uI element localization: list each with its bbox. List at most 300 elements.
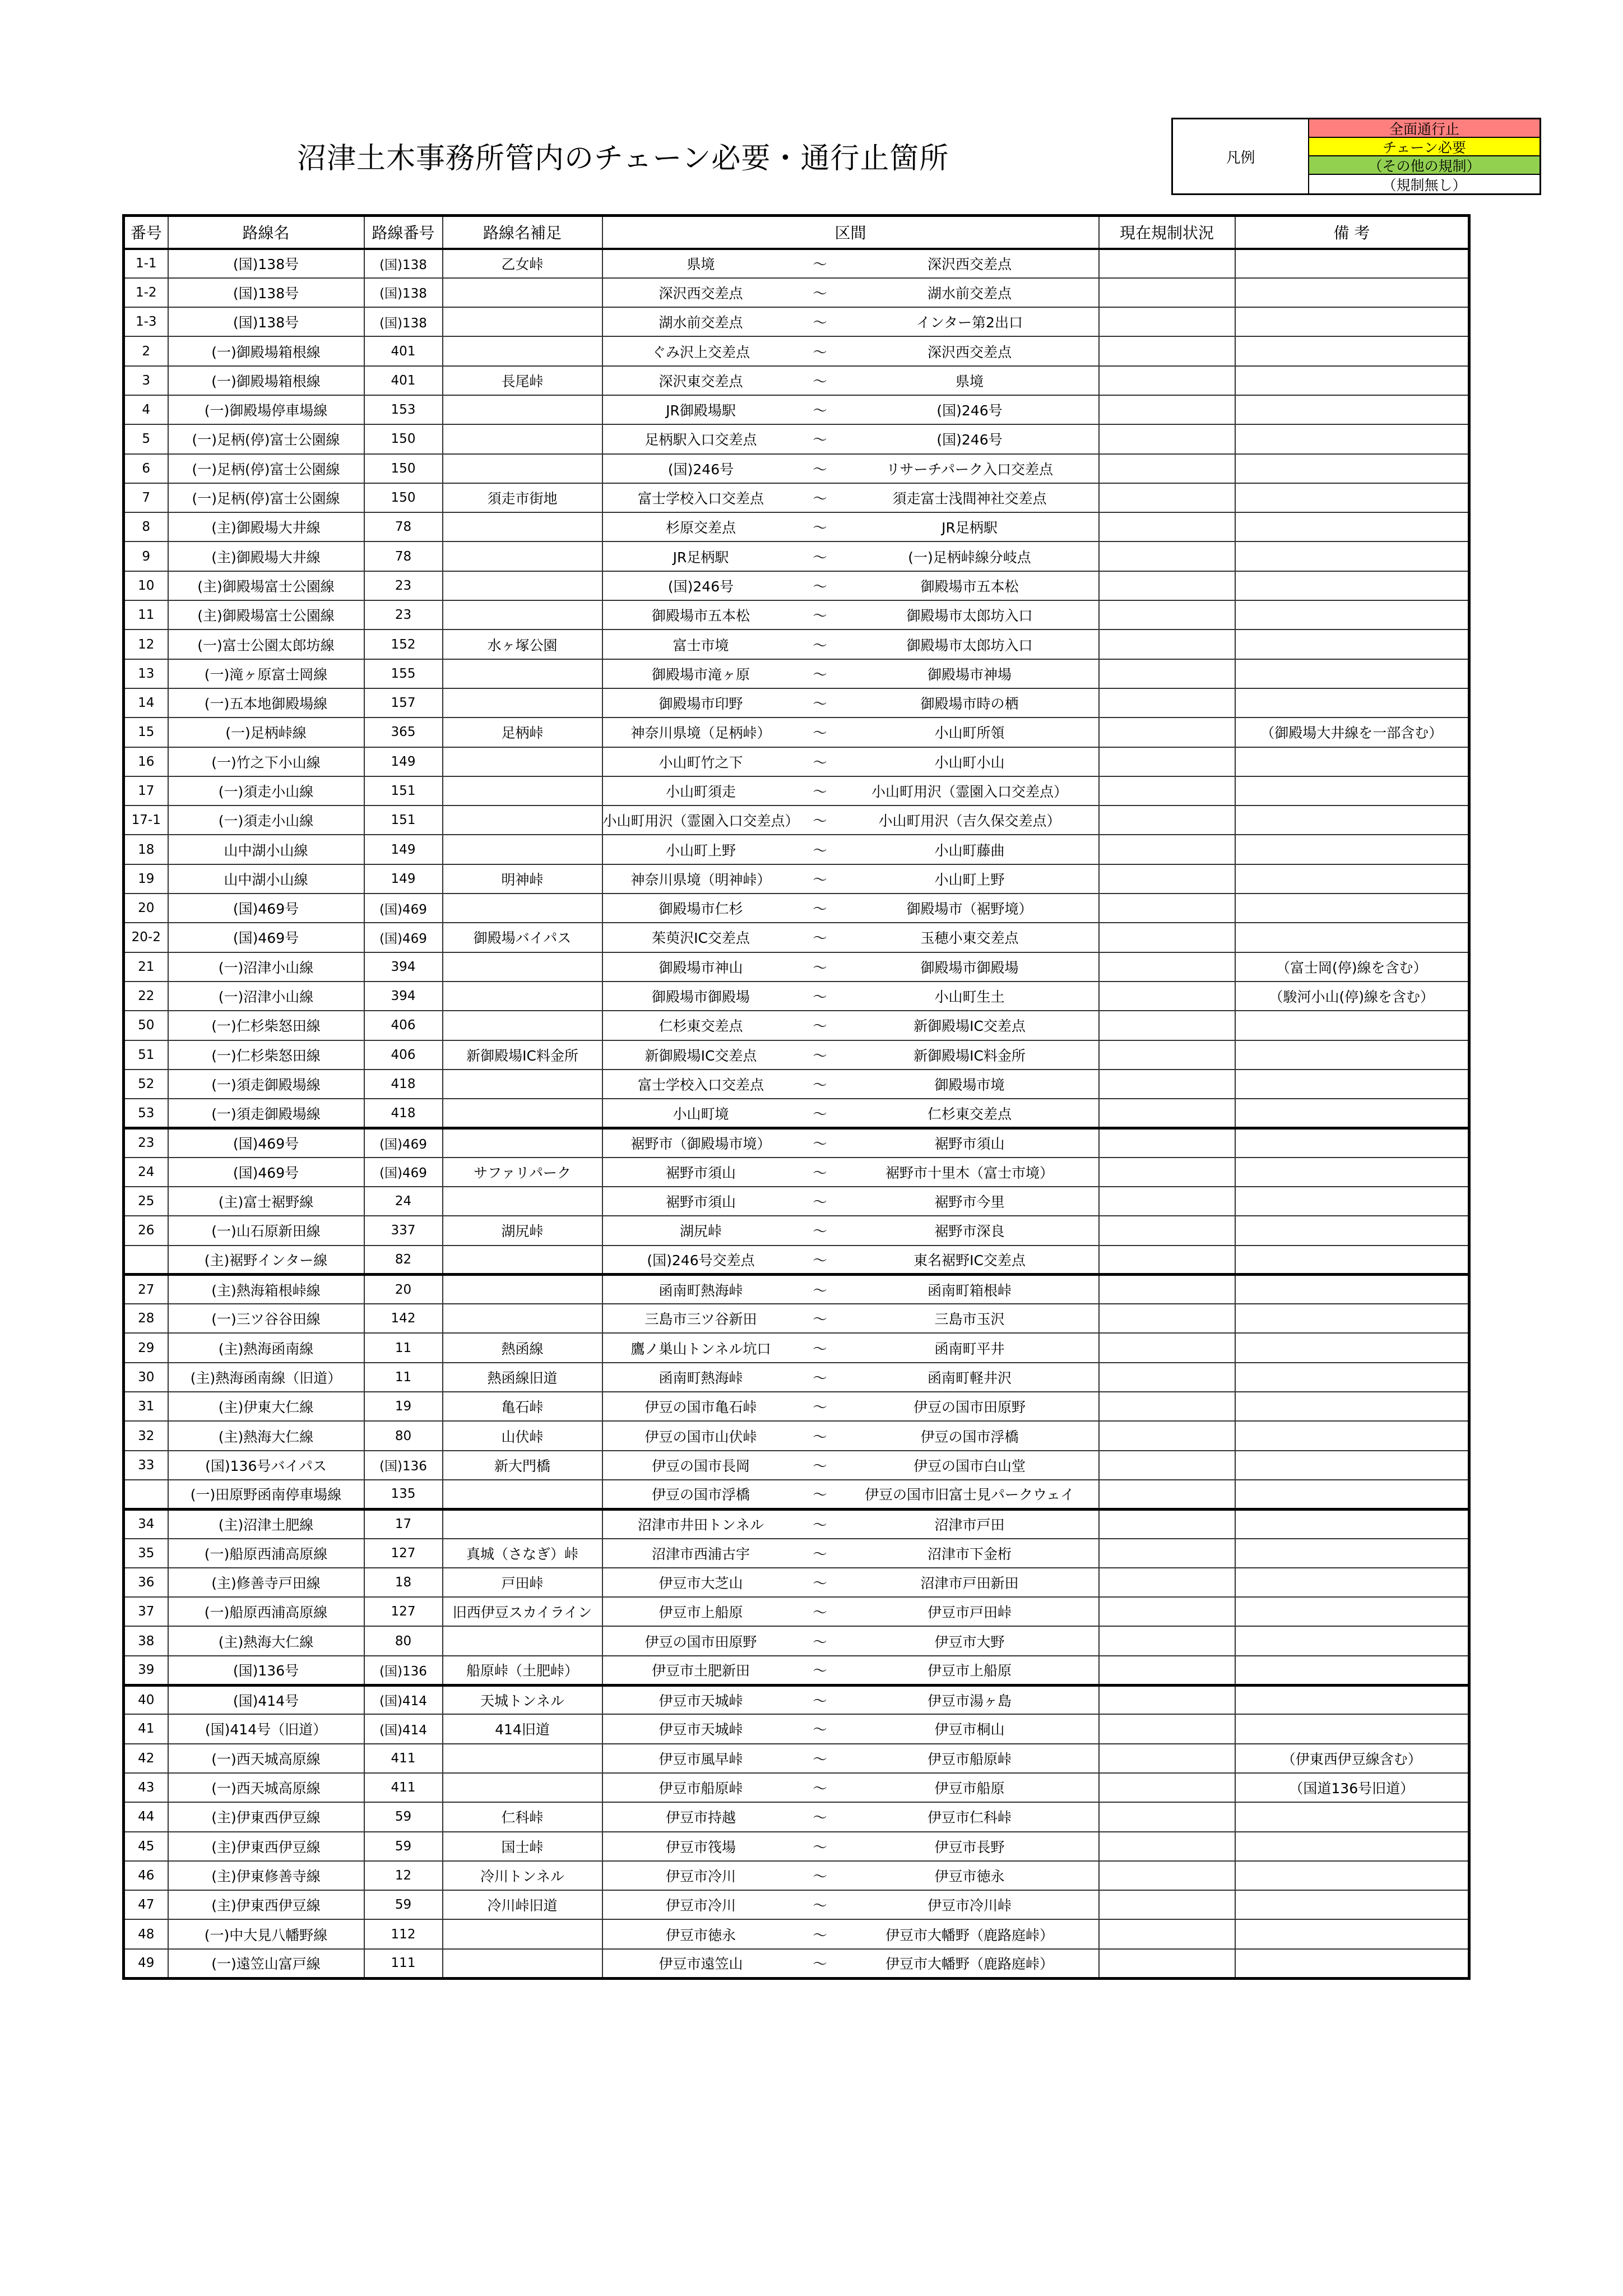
table-row bbox=[124, 1451, 1469, 1480]
row-number: 24 bbox=[124, 1158, 168, 1187]
remarks bbox=[1235, 600, 1469, 629]
section-from: 伊豆市筏場 bbox=[602, 1832, 799, 1861]
section-tilde: ～ bbox=[799, 1451, 841, 1480]
row-number: 35 bbox=[124, 1539, 168, 1568]
road-number: 157 bbox=[364, 688, 443, 718]
road-supplement bbox=[443, 541, 602, 571]
current-status bbox=[1099, 806, 1235, 835]
road-supplement bbox=[443, 395, 602, 424]
row-number: 20 bbox=[124, 894, 168, 923]
road-number: 112 bbox=[364, 1919, 443, 1948]
road-number: 142 bbox=[364, 1304, 443, 1333]
table-row bbox=[124, 1187, 1469, 1216]
table-row bbox=[124, 307, 1469, 336]
row-number: 1-2 bbox=[124, 278, 168, 307]
section-to: 須走富士浅間神社交差点 bbox=[841, 483, 1099, 512]
road-supplement bbox=[443, 894, 602, 923]
remarks bbox=[1235, 307, 1469, 336]
section-to: JR足柄駅 bbox=[841, 512, 1099, 541]
road-supplement: 戸田峠 bbox=[443, 1568, 602, 1597]
remarks bbox=[1235, 1832, 1469, 1861]
row-number: 3 bbox=[124, 366, 168, 395]
section-from: ぐみ沢上交差点 bbox=[602, 336, 799, 365]
road-supplement bbox=[443, 982, 602, 1011]
road-number: (国)469 bbox=[364, 1128, 443, 1157]
remarks bbox=[1235, 659, 1469, 688]
current-status bbox=[1099, 1187, 1235, 1216]
row-number: 29 bbox=[124, 1333, 168, 1362]
remarks bbox=[1235, 1333, 1469, 1362]
row-number: 10 bbox=[124, 571, 168, 600]
road-name: (一)西天城高原線 bbox=[168, 1744, 364, 1773]
current-status bbox=[1099, 249, 1235, 278]
section-to: 仁杉東交差点 bbox=[841, 1099, 1099, 1128]
table-row bbox=[124, 541, 1469, 571]
row-number: 20-2 bbox=[124, 923, 168, 952]
section-to: 御殿場市五本松 bbox=[841, 571, 1099, 600]
table-row bbox=[124, 395, 1469, 424]
road-number: 20 bbox=[364, 1275, 443, 1304]
section-tilde: ～ bbox=[799, 249, 841, 278]
current-status bbox=[1099, 571, 1235, 600]
table-header-row bbox=[124, 216, 1469, 249]
remarks bbox=[1235, 483, 1469, 512]
section-tilde: ～ bbox=[799, 864, 841, 894]
section-to: 小山町用沢（霊園入口交差点） bbox=[841, 776, 1099, 806]
current-status bbox=[1099, 1333, 1235, 1362]
section-tilde: ～ bbox=[799, 1392, 841, 1421]
table-row bbox=[124, 1040, 1469, 1070]
section-from: 裾野市須山 bbox=[602, 1187, 799, 1216]
section-from: 裾野市須山 bbox=[602, 1158, 799, 1187]
legend-no-restriction: （規制無し） bbox=[1309, 175, 1539, 193]
table-row bbox=[124, 1070, 1469, 1099]
section-tilde: ～ bbox=[799, 1861, 841, 1890]
road-number: 411 bbox=[364, 1744, 443, 1773]
remarks bbox=[1235, 1363, 1469, 1392]
table-row bbox=[124, 336, 1469, 365]
row-number: 13 bbox=[124, 659, 168, 688]
road-number: 19 bbox=[364, 1392, 443, 1421]
road-name: (一)滝ヶ原富士岡線 bbox=[168, 659, 364, 688]
section-to: 御殿場市（裾野境） bbox=[841, 894, 1099, 923]
current-status bbox=[1099, 483, 1235, 512]
road-name: (一)遠笠山富戸線 bbox=[168, 1949, 364, 1978]
section-tilde: ～ bbox=[799, 424, 841, 453]
table-row bbox=[124, 1480, 1469, 1509]
road-supplement bbox=[443, 747, 602, 776]
section-tilde: ～ bbox=[799, 1656, 841, 1685]
remarks bbox=[1235, 541, 1469, 571]
road-name: (主)伊東西伊豆線 bbox=[168, 1832, 364, 1861]
legend-chain-required: チェーン必要 bbox=[1309, 138, 1539, 156]
current-status bbox=[1099, 1568, 1235, 1597]
table-row bbox=[124, 688, 1469, 718]
section-from: 沼津市井田トンネル bbox=[602, 1509, 799, 1538]
road-number: 394 bbox=[364, 952, 443, 982]
section-tilde: ～ bbox=[799, 629, 841, 659]
section-from: 小山町上野 bbox=[602, 835, 799, 864]
road-supplement bbox=[443, 1099, 602, 1128]
section-tilde: ～ bbox=[799, 1509, 841, 1538]
remarks bbox=[1235, 1509, 1469, 1538]
road-name: 山中湖小山線 bbox=[168, 864, 364, 894]
road-name: (国)414号（旧道） bbox=[168, 1714, 364, 1743]
section-tilde: ～ bbox=[799, 894, 841, 923]
table-row bbox=[124, 1246, 1469, 1275]
section-tilde: ～ bbox=[799, 1480, 841, 1509]
row-number: 16 bbox=[124, 747, 168, 776]
section-to: 伊豆市船原 bbox=[841, 1773, 1099, 1802]
remarks bbox=[1235, 1539, 1469, 1568]
section-from: JR御殿場駅 bbox=[602, 395, 799, 424]
remarks bbox=[1235, 1275, 1469, 1304]
road-name: (主)熱海函南線 bbox=[168, 1333, 364, 1362]
road-supplement bbox=[443, 454, 602, 483]
section-tilde: ～ bbox=[799, 1128, 841, 1157]
road-number: (国)138 bbox=[364, 278, 443, 307]
road-name: (一)足柄(停)富士公園線 bbox=[168, 424, 364, 453]
section-tilde: ～ bbox=[799, 1714, 841, 1743]
row-number: 22 bbox=[124, 982, 168, 1011]
row-number: 7 bbox=[124, 483, 168, 512]
road-number: 23 bbox=[364, 600, 443, 629]
remarks bbox=[1235, 1304, 1469, 1333]
road-supplement: サファリパーク bbox=[443, 1158, 602, 1187]
section-from: 沼津市西浦古宇 bbox=[602, 1539, 799, 1568]
road-supplement: 仁科峠 bbox=[443, 1802, 602, 1831]
road-name: (国)414号 bbox=[168, 1685, 364, 1714]
current-status bbox=[1099, 1246, 1235, 1275]
table-row bbox=[124, 1304, 1469, 1333]
road-name: (国)469号 bbox=[168, 923, 364, 952]
section-tilde: ～ bbox=[799, 1539, 841, 1568]
section-from: JR足柄駅 bbox=[602, 541, 799, 571]
table-row bbox=[124, 835, 1469, 864]
current-status bbox=[1099, 395, 1235, 424]
road-name: (一)足柄(停)富士公園線 bbox=[168, 454, 364, 483]
row-number: 30 bbox=[124, 1363, 168, 1392]
legend-label: 凡例 bbox=[1173, 119, 1309, 193]
current-status bbox=[1099, 688, 1235, 718]
remarks bbox=[1235, 1246, 1469, 1275]
road-supplement bbox=[443, 336, 602, 365]
section-tilde: ～ bbox=[799, 307, 841, 336]
table-row bbox=[124, 806, 1469, 835]
section-to: 伊豆市大幡野（鹿路庭峠） bbox=[841, 1949, 1099, 1978]
road-name: (一)中大見八幡野線 bbox=[168, 1919, 364, 1948]
road-name: (主)熱海箱根峠線 bbox=[168, 1275, 364, 1304]
road-name: (主)沼津土肥線 bbox=[168, 1509, 364, 1538]
road-name: (一)山石原新田線 bbox=[168, 1216, 364, 1245]
road-number: (国)136 bbox=[364, 1451, 443, 1480]
table-row bbox=[124, 1685, 1469, 1714]
row-number: 14 bbox=[124, 688, 168, 718]
road-number: 127 bbox=[364, 1597, 443, 1626]
section-tilde: ～ bbox=[799, 688, 841, 718]
current-status bbox=[1099, 1509, 1235, 1538]
road-number: 418 bbox=[364, 1099, 443, 1128]
section-from: 足柄駅入口交差点 bbox=[602, 424, 799, 453]
section-from: 御殿場市印野 bbox=[602, 688, 799, 718]
road-number: 150 bbox=[364, 483, 443, 512]
header-section: 区間 bbox=[602, 216, 1099, 249]
road-name: (主)伊東大仁線 bbox=[168, 1392, 364, 1421]
section-to: 沼津市戸田新田 bbox=[841, 1568, 1099, 1597]
remarks bbox=[1235, 1568, 1469, 1597]
table-row bbox=[124, 278, 1469, 307]
section-to: 新御殿場IC交差点 bbox=[841, 1011, 1099, 1040]
section-from: 伊豆市冷川 bbox=[602, 1861, 799, 1890]
section-to: 裾野市今里 bbox=[841, 1187, 1099, 1216]
road-name: (主)伊東西伊豆線 bbox=[168, 1890, 364, 1919]
current-status bbox=[1099, 1802, 1235, 1831]
current-status bbox=[1099, 1275, 1235, 1304]
row-number: 8 bbox=[124, 512, 168, 541]
table-row bbox=[124, 1363, 1469, 1392]
road-number: 151 bbox=[364, 776, 443, 806]
current-status bbox=[1099, 1626, 1235, 1655]
current-status bbox=[1099, 835, 1235, 864]
row-number: 45 bbox=[124, 1832, 168, 1861]
row-number: 18 bbox=[124, 835, 168, 864]
remarks bbox=[1235, 1070, 1469, 1099]
road-supplement: 須走市街地 bbox=[443, 483, 602, 512]
remarks bbox=[1235, 1685, 1469, 1714]
current-status bbox=[1099, 1421, 1235, 1450]
road-number: 59 bbox=[364, 1802, 443, 1831]
section-tilde: ～ bbox=[799, 1070, 841, 1099]
current-status bbox=[1099, 629, 1235, 659]
section-tilde: ～ bbox=[799, 952, 841, 982]
road-number: 418 bbox=[364, 1070, 443, 1099]
road-number: 151 bbox=[364, 806, 443, 835]
section-tilde: ～ bbox=[799, 659, 841, 688]
road-number: 59 bbox=[364, 1890, 443, 1919]
table-row bbox=[124, 366, 1469, 395]
current-status bbox=[1099, 718, 1235, 747]
table-row bbox=[124, 1421, 1469, 1450]
section-to: 伊豆市湯ヶ島 bbox=[841, 1685, 1099, 1714]
road-supplement: 御殿場バイパス bbox=[443, 923, 602, 952]
row-number: 47 bbox=[124, 1890, 168, 1919]
road-number: 17 bbox=[364, 1509, 443, 1538]
road-number: 127 bbox=[364, 1539, 443, 1568]
section-to: 函南町平井 bbox=[841, 1333, 1099, 1362]
section-from: 小山町境 bbox=[602, 1099, 799, 1128]
remarks: （駿河小山(停)線を含む） bbox=[1235, 982, 1469, 1011]
road-supplement bbox=[443, 1011, 602, 1040]
current-status bbox=[1099, 1919, 1235, 1948]
road-number: (国)469 bbox=[364, 894, 443, 923]
section-tilde: ～ bbox=[799, 747, 841, 776]
section-from: 県境 bbox=[602, 249, 799, 278]
remarks bbox=[1235, 1187, 1469, 1216]
row-number bbox=[124, 1246, 168, 1275]
current-status bbox=[1099, 307, 1235, 336]
road-name: (主)伊東西伊豆線 bbox=[168, 1802, 364, 1831]
remarks bbox=[1235, 1949, 1469, 1978]
current-status bbox=[1099, 1011, 1235, 1040]
section-to: (国)246号 bbox=[841, 395, 1099, 424]
road-supplement: 冷川峠旧道 bbox=[443, 1890, 602, 1919]
row-number: 15 bbox=[124, 718, 168, 747]
road-number: 59 bbox=[364, 1832, 443, 1861]
road-supplement: 国士峠 bbox=[443, 1832, 602, 1861]
section-from: 杉原交差点 bbox=[602, 512, 799, 541]
section-from: 深沢西交差点 bbox=[602, 278, 799, 307]
table-row bbox=[124, 659, 1469, 688]
section-to: 伊豆市冷川峠 bbox=[841, 1890, 1099, 1919]
current-status bbox=[1099, 1392, 1235, 1421]
current-status bbox=[1099, 541, 1235, 571]
section-from: 伊豆の国市浮橋 bbox=[602, 1480, 799, 1509]
road-number: 11 bbox=[364, 1333, 443, 1362]
remarks bbox=[1235, 1802, 1469, 1831]
row-number: 46 bbox=[124, 1861, 168, 1890]
row-number: 44 bbox=[124, 1802, 168, 1831]
remarks: （富士岡(停)線を含む） bbox=[1235, 952, 1469, 982]
section-tilde: ～ bbox=[799, 835, 841, 864]
current-status bbox=[1099, 1216, 1235, 1245]
road-name: (一)船原西浦高原線 bbox=[168, 1597, 364, 1626]
table-row bbox=[124, 1099, 1469, 1128]
table-row bbox=[124, 629, 1469, 659]
table-row bbox=[124, 1919, 1469, 1948]
road-supplement bbox=[443, 512, 602, 541]
road-supplement: 亀石峠 bbox=[443, 1392, 602, 1421]
row-number: 17-1 bbox=[124, 806, 168, 835]
current-status bbox=[1099, 1363, 1235, 1392]
header-no: 番号 bbox=[124, 216, 168, 249]
row-number: 6 bbox=[124, 454, 168, 483]
section-tilde: ～ bbox=[799, 1568, 841, 1597]
table-row bbox=[124, 864, 1469, 894]
road-supplement bbox=[443, 307, 602, 336]
current-status bbox=[1099, 600, 1235, 629]
row-number: 19 bbox=[124, 864, 168, 894]
section-from: (国)246号 bbox=[602, 454, 799, 483]
road-name: (国)469号 bbox=[168, 1158, 364, 1187]
current-status bbox=[1099, 1451, 1235, 1480]
road-supplement: 湖尻峠 bbox=[443, 1216, 602, 1245]
table-row bbox=[124, 600, 1469, 629]
road-supplement: 山伏峠 bbox=[443, 1421, 602, 1450]
section-to: 伊豆市戸田峠 bbox=[841, 1597, 1099, 1626]
current-status bbox=[1099, 923, 1235, 952]
section-from: 茱萸沢IC交差点 bbox=[602, 923, 799, 952]
table-row bbox=[124, 894, 1469, 923]
table-row bbox=[124, 718, 1469, 747]
road-name: (国)138号 bbox=[168, 307, 364, 336]
road-number: (国)469 bbox=[364, 923, 443, 952]
section-tilde: ～ bbox=[799, 1773, 841, 1802]
remarks bbox=[1235, 424, 1469, 453]
road-number: 149 bbox=[364, 835, 443, 864]
road-supplement bbox=[443, 835, 602, 864]
current-status bbox=[1099, 278, 1235, 307]
road-supplement: 明神峠 bbox=[443, 864, 602, 894]
section-tilde: ～ bbox=[799, 1421, 841, 1450]
header-supplement: 路線名補足 bbox=[443, 216, 602, 249]
section-to: 伊豆市長野 bbox=[841, 1832, 1099, 1861]
row-number: 25 bbox=[124, 1187, 168, 1216]
remarks bbox=[1235, 1656, 1469, 1685]
road-supplement bbox=[443, 659, 602, 688]
section-from: 伊豆市船原峠 bbox=[602, 1773, 799, 1802]
road-name: (国)136号 bbox=[168, 1656, 364, 1685]
section-to: 深沢西交差点 bbox=[841, 336, 1099, 365]
section-tilde: ～ bbox=[799, 776, 841, 806]
road-number: 152 bbox=[364, 629, 443, 659]
row-number: 38 bbox=[124, 1626, 168, 1655]
section-tilde: ～ bbox=[799, 1011, 841, 1040]
section-tilde: ～ bbox=[799, 571, 841, 600]
section-from: 伊豆市徳永 bbox=[602, 1919, 799, 1948]
road-name: (一)五本地御殿場線 bbox=[168, 688, 364, 718]
road-supplement: 414旧道 bbox=[443, 1714, 602, 1743]
section-from: 伊豆市土肥新田 bbox=[602, 1656, 799, 1685]
road-supplement: 旧西伊豆スカイライン bbox=[443, 1597, 602, 1626]
section-to: 裾野市深良 bbox=[841, 1216, 1099, 1245]
row-number: 4 bbox=[124, 395, 168, 424]
row-number: 36 bbox=[124, 1568, 168, 1597]
row-number: 52 bbox=[124, 1070, 168, 1099]
table-row bbox=[124, 454, 1469, 483]
road-table bbox=[122, 214, 1471, 1980]
road-number: (国)414 bbox=[364, 1714, 443, 1743]
section-tilde: ～ bbox=[799, 541, 841, 571]
road-supplement bbox=[443, 1128, 602, 1157]
row-number: 1-3 bbox=[124, 307, 168, 336]
section-to: 湖水前交差点 bbox=[841, 278, 1099, 307]
table-row bbox=[124, 1128, 1469, 1157]
section-from: 御殿場市御殿場 bbox=[602, 982, 799, 1011]
remarks bbox=[1235, 1919, 1469, 1948]
section-tilde: ～ bbox=[799, 1597, 841, 1626]
road-number: 78 bbox=[364, 541, 443, 571]
row-number: 17 bbox=[124, 776, 168, 806]
section-to: (国)246号 bbox=[841, 424, 1099, 453]
road-name: (一)御殿場箱根線 bbox=[168, 366, 364, 395]
section-to: 小山町藤曲 bbox=[841, 835, 1099, 864]
section-to: 函南町軽井沢 bbox=[841, 1363, 1099, 1392]
road-number: (国)136 bbox=[364, 1656, 443, 1685]
section-tilde: ～ bbox=[799, 336, 841, 365]
row-number: 53 bbox=[124, 1099, 168, 1128]
section-tilde: ～ bbox=[799, 454, 841, 483]
section-to: 伊豆の国市田原野 bbox=[841, 1392, 1099, 1421]
remarks bbox=[1235, 571, 1469, 600]
table-row bbox=[124, 1509, 1469, 1538]
remarks bbox=[1235, 1714, 1469, 1743]
road-supplement bbox=[443, 952, 602, 982]
section-from: 伊豆市上船原 bbox=[602, 1597, 799, 1626]
road-supplement: 真城（さなぎ）峠 bbox=[443, 1539, 602, 1568]
section-tilde: ～ bbox=[799, 600, 841, 629]
section-to: 御殿場市境 bbox=[841, 1070, 1099, 1099]
remarks bbox=[1235, 1040, 1469, 1070]
table-row bbox=[124, 1890, 1469, 1919]
current-status bbox=[1099, 454, 1235, 483]
road-name: (主)修善寺戸田線 bbox=[168, 1568, 364, 1597]
section-tilde: ～ bbox=[799, 1187, 841, 1216]
current-status bbox=[1099, 1861, 1235, 1890]
remarks: （国道136号旧道） bbox=[1235, 1773, 1469, 1802]
road-supplement: 足柄峠 bbox=[443, 718, 602, 747]
road-supplement bbox=[443, 1275, 602, 1304]
table-row bbox=[124, 1011, 1469, 1040]
